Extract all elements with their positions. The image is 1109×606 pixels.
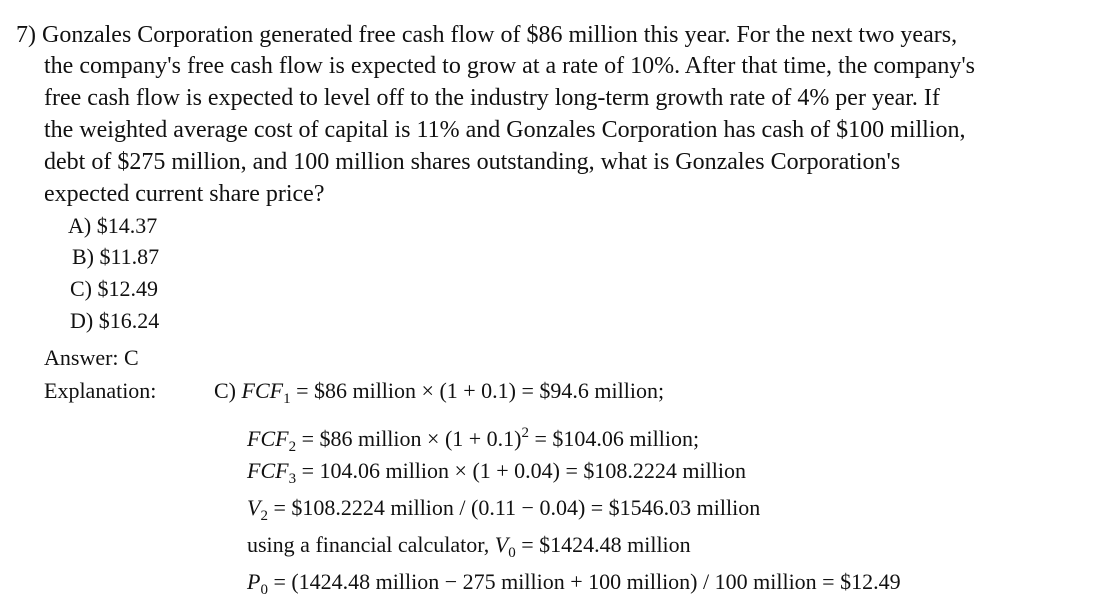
fcf3-rest: = 104.06 million × (1 + 0.04) = $108.2224 million	[296, 458, 746, 483]
fcf2-mid: = $86 million × (1 + 0.1)	[296, 426, 522, 451]
fcf1-sub: 1	[283, 391, 291, 407]
fcf3-var: FCF	[247, 458, 289, 483]
fcf2-var: FCF	[247, 426, 289, 451]
explanation-line-6	[247, 566, 901, 606]
fcf2-sup: 2	[521, 425, 529, 441]
fcf1-rest: = $86 million × (1 + 0.1) = $94.6 million;	[290, 378, 665, 403]
question-line-4: the weighted average cost of capital is 11% and Gonzales Corporation has cash of $100 million,	[44, 117, 966, 143]
fcf2-rest: = $104.06 million;	[529, 426, 700, 451]
question-line-2: the company's free cash flow is expected to grow at a rate of 10%. After that time, the company's	[44, 53, 975, 79]
explanation-line-1	[214, 375, 664, 415]
p0-rest: = (1424.48 million − 275 million + 100 million) / 100 million = $12.49	[267, 569, 901, 594]
question-line-6: expected current share price?	[44, 181, 325, 207]
fcf2-sub: 2	[288, 439, 297, 455]
answer-label: Answer: C	[44, 345, 139, 370]
v0-var: V	[494, 532, 509, 557]
choice-d: D) $16.24	[70, 308, 160, 333]
explanation-prefix: C)	[214, 378, 236, 403]
question-line-1: 7) Gonzales Corporation generated free cash flow of $86 million this year. For the next two years,	[16, 22, 958, 48]
fcf1-var: FCF	[241, 378, 284, 403]
explanation-line-3	[247, 455, 746, 495]
choice-c: C) $12.49	[70, 276, 158, 301]
fcf3-sub: 3	[288, 471, 297, 487]
explanation-line-4	[247, 492, 760, 532]
v2-var: V	[247, 495, 261, 520]
explanation-label: Explanation:	[44, 378, 157, 403]
v2-rest: = $108.2224 million / (0.11 − 0.04) = $1546.03 million	[267, 495, 761, 520]
calc-pre: using a financial calculator,	[247, 532, 495, 557]
choice-b: B) $11.87	[72, 244, 160, 269]
v0-sub: 0	[508, 545, 516, 561]
v2-sub: 2	[260, 508, 268, 524]
explanation-line-5	[247, 529, 691, 569]
v0-rest: = $1424.48 million	[515, 532, 691, 557]
choice-a: A) $14.37	[68, 213, 158, 238]
question-line-3: free cash flow is expected to level off to the industry long-term growth rate of 4% per year. If	[44, 85, 940, 111]
p0-var: P	[247, 569, 261, 594]
p0-sub: 0	[260, 582, 268, 598]
question-line-5: debt of $275 million, and 100 million shares outstanding, what is Gonzales Corporation's	[44, 149, 901, 175]
